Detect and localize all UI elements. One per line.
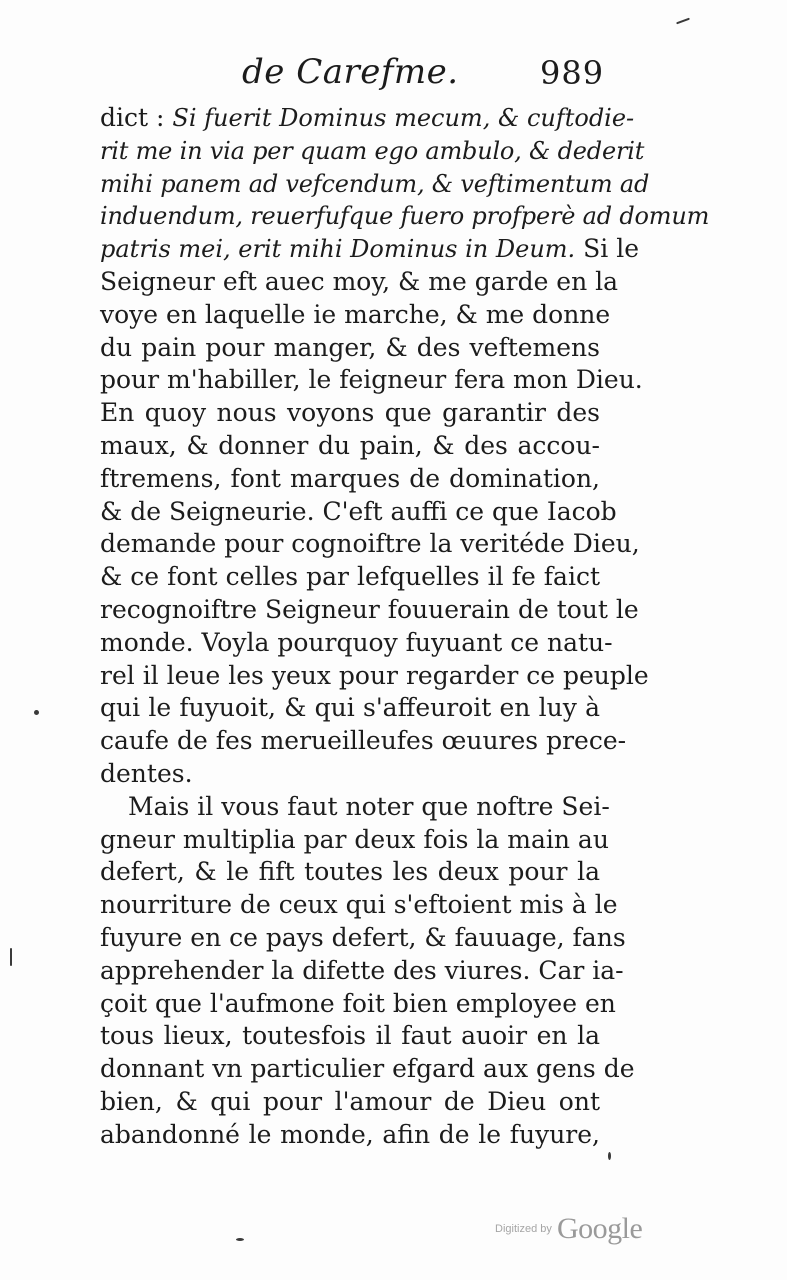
text-line: pour m'habiller, le feigneur fera mon Dieu. <box>100 365 643 395</box>
text-line: monde. Voyla pourquoy fuyuant ce natu- <box>100 627 613 657</box>
running-head <box>0 52 787 100</box>
text-line: & ce font celles par lefquelles il fe faict <box>100 562 600 592</box>
ink-speck <box>236 1238 244 1241</box>
ink-speck <box>676 18 690 25</box>
digitized-by-google-watermark <box>495 1212 642 1246</box>
text-line-latin: rit me in via per quam ego ambulo, & dederit <box>100 136 645 165</box>
text-line-french: Si le <box>583 234 639 264</box>
ink-speck <box>608 1152 611 1160</box>
text-line: du pain pour manger, & des veftemens <box>100 332 600 362</box>
text-line: gneur multiplia par deux fois la main au <box>100 824 609 854</box>
text-line: voye en laquelle ie marche, & me donne <box>100 299 611 329</box>
body-text <box>100 102 710 1152</box>
text-line: recognoiftre Seigneur fouuerain de tout le <box>100 594 639 624</box>
text-line-latin: mihi panem ad vefcendum, & veftimentum ad <box>100 169 650 198</box>
text-line <box>100 233 639 266</box>
text-line-latin: induendum, reuerfufque fuero profperè ad domum <box>100 202 710 231</box>
text-line: maux, & donner du pain, & des accou- <box>100 430 600 460</box>
text-line: defert, & le fift toutes les deux pour la <box>100 857 600 887</box>
text-line <box>100 102 635 135</box>
text-line-french: dict : <box>100 103 165 132</box>
text-line: Seigneur eft auec moy, & me garde en la <box>100 266 619 296</box>
text-line: caufe de fes merueilleufes œuures prece- <box>100 726 627 756</box>
text-line: fuyure en ce pays defert, & fauuage, fans <box>100 922 626 952</box>
text-line: apprehender la difette des viures. Car ia- <box>100 955 624 985</box>
ink-speck <box>34 710 39 715</box>
text-line-latin: patris mei, erit mihi Dominus in Deum. <box>100 235 576 264</box>
text-line: dentes. <box>100 758 193 788</box>
text-line: demande pour cognoiftre la veritéde Dieu, <box>100 529 640 559</box>
text-line: nourriture de ceux qui s'eftoient mis à le <box>100 890 618 920</box>
text-line: bien, & qui pour l'amour de Dieu ont <box>100 1086 600 1116</box>
text-line: donnant vn particulier efgard aux gens de <box>100 1054 635 1084</box>
text-line: abandonné le monde, afin de le fuyure, <box>100 1119 600 1149</box>
text-line: ftremens, font marques de domination, <box>100 463 600 493</box>
ink-speck <box>10 948 12 966</box>
text-line: En quoy nous voyons que garantir des <box>100 398 600 428</box>
text-line-paragraph-start: Mais il vous faut noter que noftre Sei- <box>128 791 610 821</box>
text-line: & de Seigneurie. C'eft auffi ce que Iacob <box>100 496 617 526</box>
page-number: 989 <box>540 54 605 92</box>
text-line-latin: Si fuerit Dominus mecum, & cuftodie- <box>172 104 635 132</box>
text-line: tous lieux, toutesfois il faut auoir en la <box>100 1021 600 1051</box>
digitized-by-label: Digitized by <box>495 1223 552 1235</box>
running-title: de Carefme. <box>242 52 459 92</box>
text-line: çoit que l'aufmone foit bien employee en <box>100 988 616 1018</box>
text-line: rel il leue les yeux pour regarder ce peuple <box>100 660 649 690</box>
google-logo: Google <box>556 1212 643 1245</box>
text-line: qui le fuyuoit, & qui s'affeuroit en luy à <box>100 693 600 723</box>
